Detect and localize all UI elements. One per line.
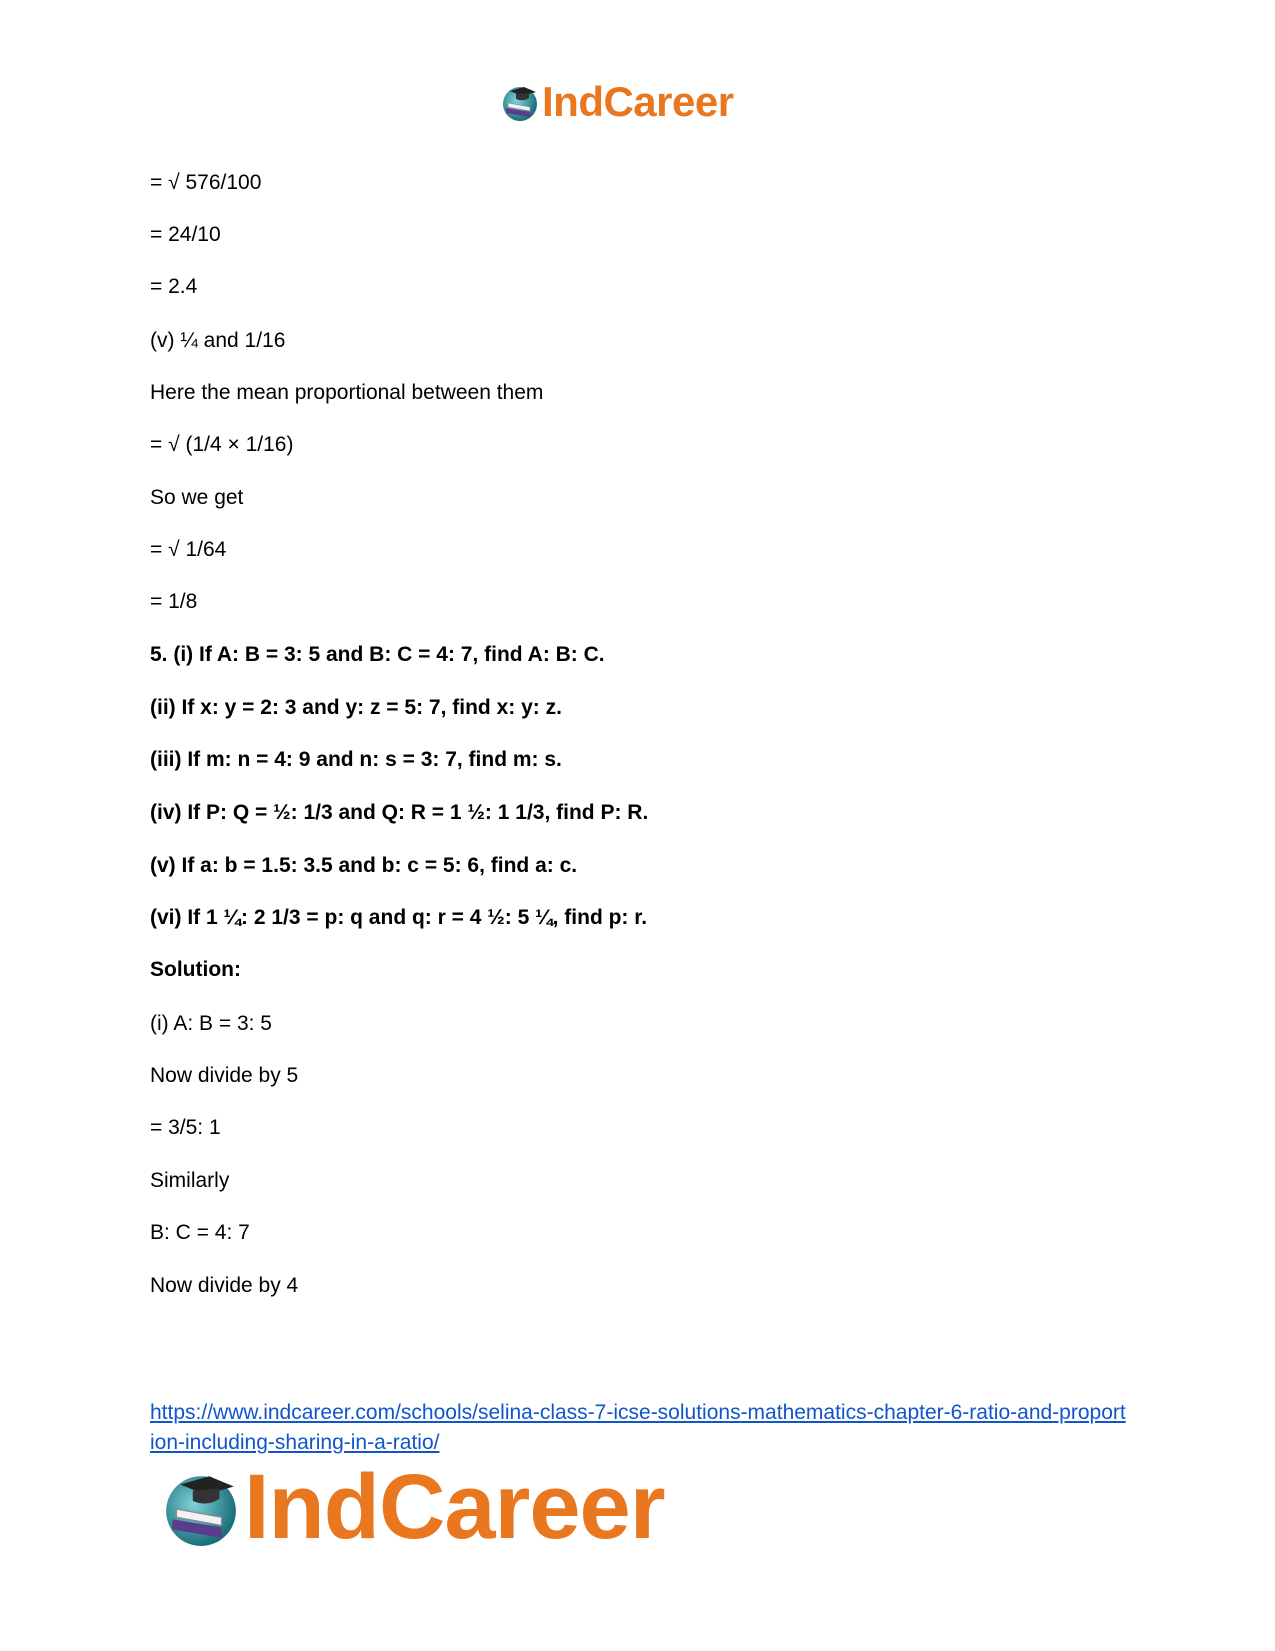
text-line: So we get bbox=[150, 486, 244, 509]
text-line: = √ (1/4 × 1/16) bbox=[150, 433, 294, 456]
text-line: = 24/10 bbox=[150, 223, 221, 246]
graduation-globe-icon bbox=[160, 1466, 242, 1548]
footer-logo bbox=[160, 1456, 665, 1558]
text-line: Now divide by 5 bbox=[150, 1064, 299, 1087]
header-logo bbox=[500, 78, 734, 126]
source-link[interactable]: https://www.indcareer.com/schools/selina-class-7-icse-solutions-mathematics-chapter-6-ratio-and-proportion-including-sharing-in-a-ratio/ bbox=[150, 1401, 1126, 1454]
text-line: B: C = 4: 7 bbox=[150, 1221, 250, 1244]
text-line: = 1/8 bbox=[150, 590, 198, 613]
text-line: Here the mean proportional between them bbox=[150, 381, 544, 404]
question-line: (ii) If x: y = 2: 3 and y: z = 5: 7, find x: y: z. bbox=[150, 696, 562, 719]
question-line: (iii) If m: n = 4: 9 and n: s = 3: 7, find m: s. bbox=[150, 748, 562, 771]
text-line: Now divide by 4 bbox=[150, 1274, 299, 1297]
text-line: Similarly bbox=[150, 1169, 230, 1192]
question-line: (vi) If 1 ¼: 2 1/3 = p: q and q: r = 4 ½: 5 ¼, find p: r. bbox=[150, 906, 648, 929]
text-line: = √ 1/64 bbox=[150, 538, 227, 561]
question-line: (v) If a: b = 1.5: 3.5 and b: c = 5: 6, find a: c. bbox=[150, 854, 578, 877]
text-line: (v) ¼ and 1/16 bbox=[150, 329, 286, 352]
text-line: = 3/5: 1 bbox=[150, 1116, 221, 1139]
logo-wordmark: IndCareer bbox=[542, 78, 734, 125]
graduation-globe-icon bbox=[500, 82, 540, 122]
logo-wordmark: IndCareer bbox=[244, 1456, 665, 1558]
text-line: = 2.4 bbox=[150, 275, 198, 298]
solution-heading: Solution: bbox=[150, 958, 241, 981]
question-line: 5. (i) If A: B = 3: 5 and B: C = 4: 7, find A: B: C. bbox=[150, 643, 605, 666]
text-line: = √ 576/100 bbox=[150, 171, 262, 194]
text-line: (i) A: B = 3: 5 bbox=[150, 1012, 272, 1035]
question-line: (iv) If P: Q = ½: 1/3 and Q: R = 1 ½: 1 1/3, find P: R. bbox=[150, 801, 649, 824]
